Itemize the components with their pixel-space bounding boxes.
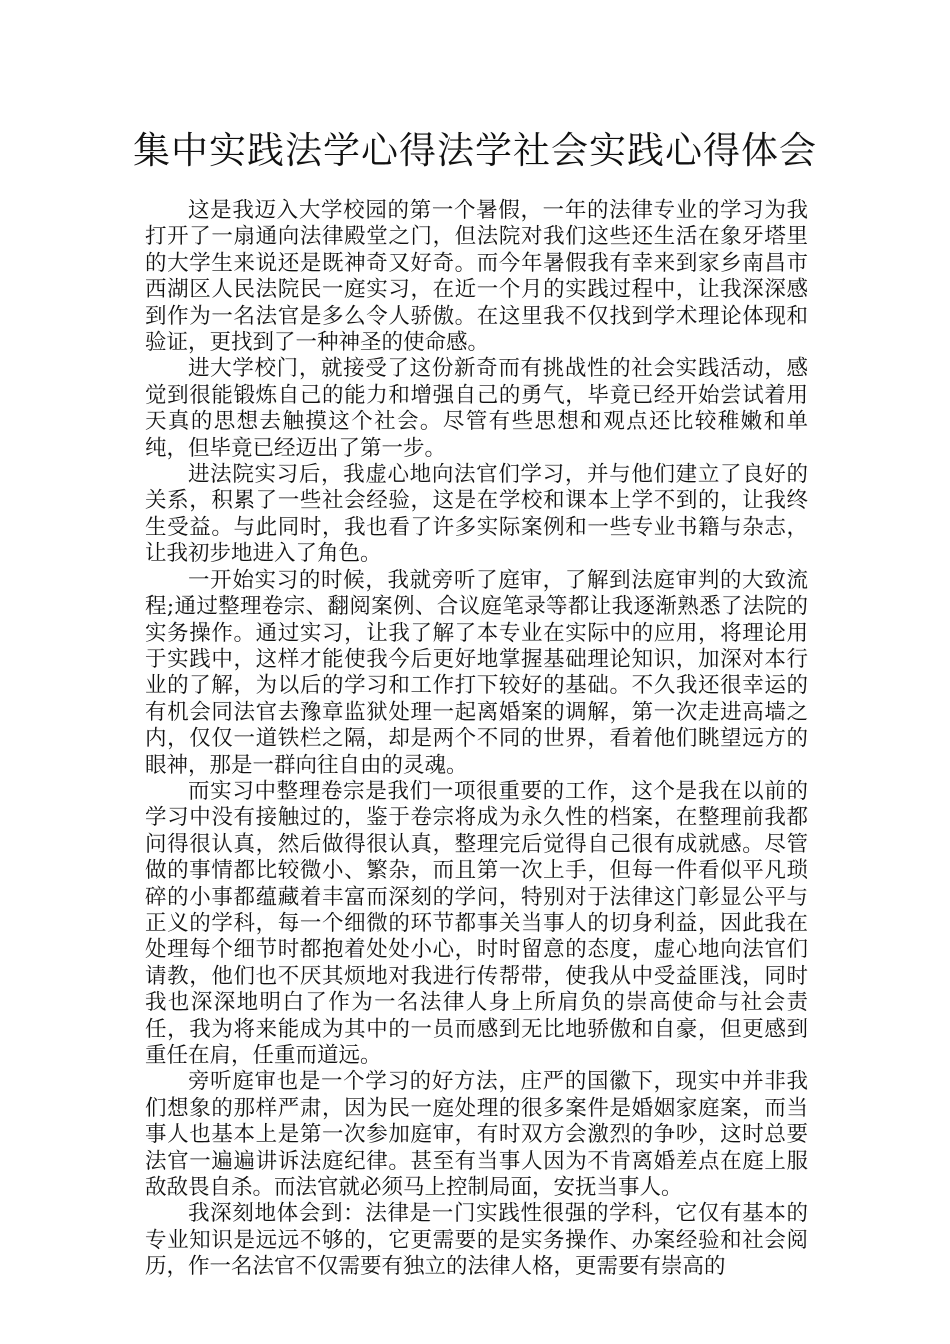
paragraph-4: 一开始实习的时候，我就旁听了庭审，了解到法庭审判的大致流程;通过整理卷宗、翻阅案例、合议庭笔录等都让我逐渐熟悉了法院的实务操作。通过实习，让我了解了本专业在实际中的应用，将理论用于实践中，这样才能使我今后更好地掌握基础理论知识，加深对本行业的了解，为以后的学习和工作打下较好的基础。不久我还很幸运的有机会同法官去豫章监狱处理一起离婚案的调解，第一次走进高墙之内，仅仅一道铁栏之隔，却是两个不同的世界，看着他们眺望远方的眼神，那是一群向往自由的灵魂。 (145, 567, 808, 778)
paragraph-2: 进大学校门，就接受了这份新奇而有挑战性的社会实践活动，感觉到很能锻炼自己的能力和增强自己的勇气，毕竟已经开始尝试着用天真的思想去触摸这个社会。尽管有些思想和观点还比较稚嫩和单纯，但毕竟已经迈出了第一步。 (145, 356, 808, 461)
document-body (145, 198, 808, 1281)
paragraph-7: 我深刻地体会到：法律是一门实践性很强的学科，它仅有基本的专业知识是远远不够的，它更需要的是实务操作、办案经验和社会阅历，作一名法官不仅需要有独立的法律人格，更需要有崇高的 (145, 1201, 808, 1280)
paragraph-3: 进法院实习后，我虚心地向法官们学习，并与他们建立了良好的关系，积累了一些社会经验，这是在学校和课本上学不到的，让我终生受益。与此同时，我也看了许多实际案例和一些专业书籍与杂志，让我初步地进入了角色。 (145, 462, 808, 567)
paragraph-1: 这是我迈入大学校园的第一个暑假，一年的法律专业的学习为我打开了一扇通向法律殿堂之门，但法院对我们这些还生活在象牙塔里的大学生来说还是既神奇又好奇。而今年暑假我有幸来到家乡南昌市西湖区人民法院民一庭实习，在近一个月的实践过程中，让我深深感到作为一名法官是多么令人骄傲。在这里我不仅找到学术理论体现和验证，更找到了一种神圣的使命感。 (145, 198, 808, 356)
paragraph-5: 而实习中整理卷宗是我们一项很重要的工作，这个是我在以前的学习中没有接触过的，鉴于卷宗将成为永久性的档案，在整理前我都问得很认真，然后做得很认真，整理完后觉得自己很有成就感。尽管做的事情都比较微小、繁杂，而且第一次上手，但每一件看似平凡琐碎的小事都蕴藏着丰富而深刻的学问，特别对于法律这门彰显公平与正义的学科，每一个细微的环节都事关当事人的切身利益，因此我在处理每个细节时都抱着处处小心，时时留意的态度，虚心地向法官们请教，他们也不厌其烦地对我进行传帮带，使我从中受益匪浅，同时我也深深地明白了作为一名法律人身上所肩负的崇高使命与社会责任，我为将来能成为其中的一员而感到无比地骄傲和自豪，但更感到重任在肩，任重而道远。 (145, 778, 808, 1068)
paragraph-6: 旁听庭审也是一个学习的好方法，庄严的国徽下，现实中并非我们想象的那样严肃，因为民一庭处理的很多案件是婚姻家庭案，而当事人也基本上是第一次参加庭审，有时双方会激烈的争吵，这时总要法官一遍遍讲诉法庭纪律。甚至有当事人因为不肯离婚差点在庭上服敌敌畏自杀。而法官就必须马上控制局面，安抚当事人。 (145, 1069, 808, 1201)
document-title: 集中实践法学心得法学社会实践心得体会 (133, 129, 817, 172)
